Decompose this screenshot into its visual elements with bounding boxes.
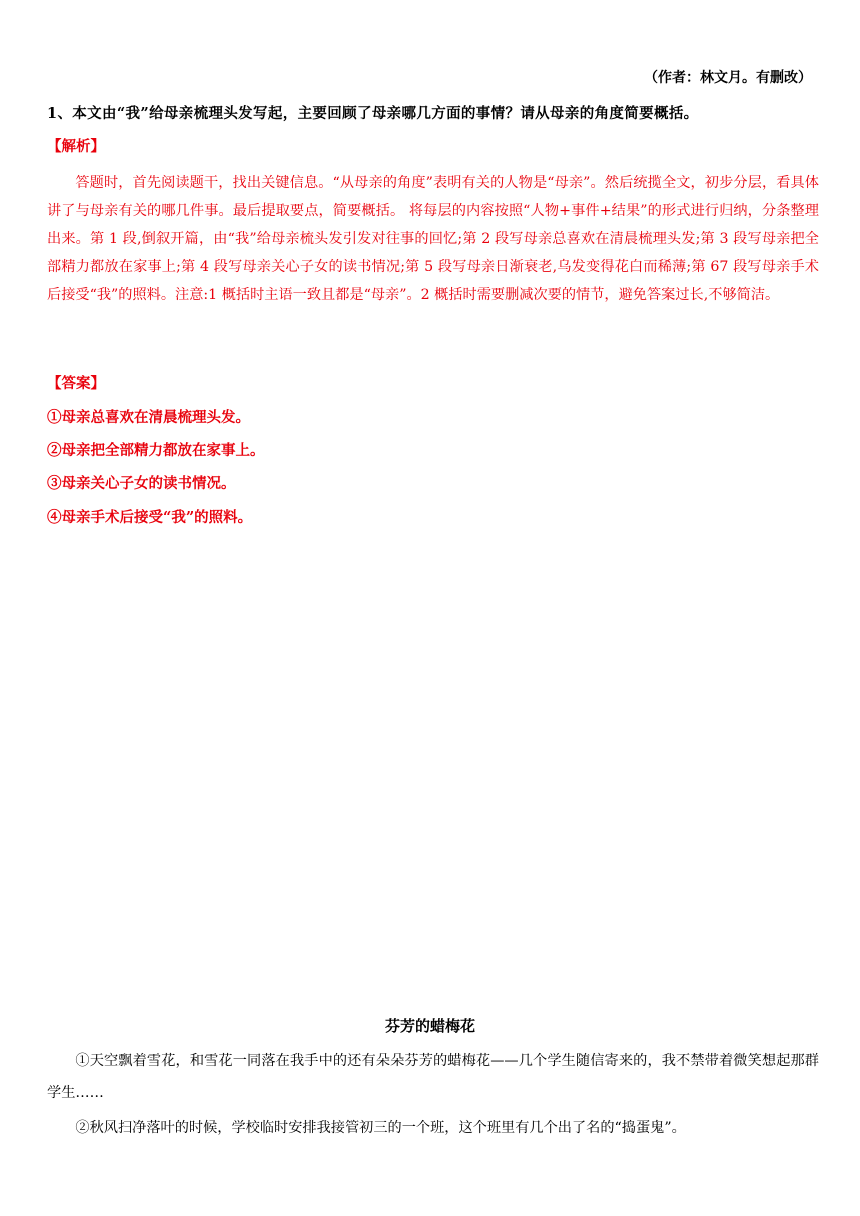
analysis-paragraph: 答题时，首先阅读题干，找出关键信息。“从母亲的角度”表明有关的人物是“母亲”。然后统揽全文，初步分层，看具体讲了与母亲有关的哪几件事。最后提取要点，简要概括。 将每层的内容按照“人物+事件+结果”的形式进行归纳，分条整理出来。第 1 段,倒叙开篇，由“我”给母亲梳头发引发对往事的回忆;第 2 段写母亲总喜欢在清晨梳理头发;第 3 段写母亲把全部精力都放在家事上;第 4 段写母亲关心子女的读书情况;第 5 段写母亲日渐衰老,乌发变得花白而稀薄;第 67 段写母亲手术后接受“我”的照料。注意:1 概括时主语一致且都是“母亲”。2 概括时需要删减次要的情节，避免答案过长,不够简洁。	[47, 175, 819, 303]
article-paragraph-1: ①天空飘着雪花，和雪花一同落在我手中的还有朵朵芬芳的蜡梅花——几个学生随信寄来的，我不禁带着微笑想起那群学生……	[47, 1053, 819, 1101]
answer-item-3: ③母亲关心子女的读书情况。	[47, 475, 236, 492]
answer-label: 【答案】	[47, 375, 105, 392]
analysis-label: 【解析】	[47, 138, 105, 155]
source-note: （作者：林文月。有删改）	[644, 70, 812, 86]
article-title: 芬芳的蜡梅花	[384, 1017, 475, 1035]
question-text: 1、本文由“我”给母亲梳理头发写起，主要回顾了母亲哪几方面的事情？请从母亲的角度简要概括。	[47, 105, 699, 122]
answer-item-1: ①母亲总喜欢在清晨梳理头发。	[47, 409, 250, 426]
article-paragraph-2: ②秋风扫净落叶的时候，学校临时安排我接管初三的一个班，这个班里有几个出了名的“捣蛋鬼”。	[75, 1120, 686, 1136]
answer-item-2: ②母亲把全部精力都放在家事上。	[47, 442, 265, 459]
answer-item-4: ④母亲手术后接受“我”的照料。	[47, 509, 253, 526]
